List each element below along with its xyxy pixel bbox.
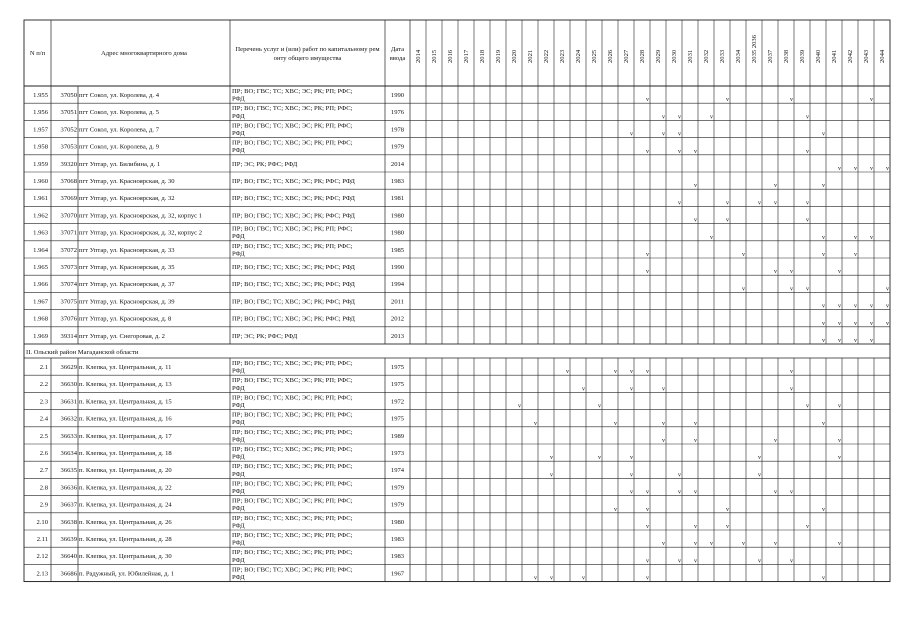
row-number: 2.11 bbox=[36, 536, 48, 543]
house-services: ПР; ВО; ГВС; ТС; ХВС; ЭС; РК; РП; РФС; РФД bbox=[232, 360, 353, 375]
house-services: ПР; ВО; ГВС; ТС; ХВС; ЭС; РК; РП; РФС; РФД bbox=[232, 463, 353, 478]
repair-mark: v bbox=[790, 286, 793, 293]
repair-mark: v bbox=[838, 403, 841, 410]
house-id: 36632 bbox=[60, 415, 77, 423]
header-year-29: 2044 bbox=[879, 49, 886, 63]
row-number: 2.9 bbox=[39, 501, 48, 509]
repair-mark: v bbox=[726, 524, 729, 530]
repair-mark: v bbox=[518, 403, 521, 410]
house-address: пгт Уптар, ул. Красноярская, д. 33 bbox=[79, 246, 175, 254]
repair-mark: v bbox=[822, 131, 825, 138]
year-commissioned: 1975 bbox=[390, 415, 405, 423]
house-services: ПР; ЭС; РК; РФС; РФД bbox=[232, 160, 298, 168]
house-id: 39320 bbox=[60, 160, 77, 168]
repair-mark: v bbox=[790, 97, 793, 104]
repair-mark: v bbox=[550, 455, 553, 462]
repair-mark: v bbox=[726, 217, 729, 224]
house-address: пгт Уптар, ул. Билибина, д. 1 bbox=[79, 160, 161, 168]
header-year-23: 2038 bbox=[783, 49, 790, 63]
house-address: п. Клепка, ул. Центральная, д. 24 bbox=[79, 501, 172, 509]
house-services: ПР; ВО; ГВС; ТС; ХВС; ЭС; РК; РФС; РФД bbox=[232, 298, 355, 306]
house-services: ПР; ВО; ГВС; ТС; ХВС; ЭС; РК; РП; РФС; РФД bbox=[232, 566, 353, 581]
repair-mark: v bbox=[806, 200, 809, 207]
header-year-9: 2023 bbox=[559, 49, 566, 63]
repair-mark: v bbox=[758, 472, 761, 479]
repair-mark: v bbox=[662, 114, 665, 121]
year-commissioned: 1973 bbox=[390, 450, 405, 457]
repair-mark: v bbox=[822, 506, 825, 513]
header-year-13: 2027 bbox=[623, 49, 630, 63]
year-commissioned: 1994 bbox=[390, 281, 405, 289]
repair-mark: v bbox=[774, 541, 777, 548]
repair-mark: v bbox=[646, 575, 649, 582]
repair-mark: v bbox=[694, 217, 697, 224]
header-year-1: 2015 bbox=[431, 49, 438, 63]
row-number: 1.966 bbox=[33, 281, 48, 289]
row-number: 1.967 bbox=[33, 298, 48, 306]
house-address: п. Клепка, ул. Центральная, д. 28 bbox=[79, 536, 172, 543]
repair-mark: v bbox=[726, 200, 729, 207]
header-year-17: 2031 bbox=[687, 49, 694, 63]
repair-mark: v bbox=[758, 455, 761, 462]
header-year-10: 2024 bbox=[575, 49, 582, 63]
row-number: 2.1 bbox=[39, 364, 48, 371]
house-address: п. Клепка, ул. Центральная, д. 26 bbox=[79, 518, 172, 526]
house-services: ПР; ВО; ГВС; ТС; ХВС; ЭС; РК; РП; РФС; РФД bbox=[232, 446, 353, 461]
year-commissioned: 1979 bbox=[390, 501, 405, 509]
house-address: п. Клепка, ул. Центральная, д. 13 bbox=[79, 381, 172, 389]
house-id: 36630 bbox=[60, 381, 77, 389]
row-number: 1.959 bbox=[33, 160, 48, 168]
repair-mark: v bbox=[630, 472, 633, 479]
repair-mark: v bbox=[838, 269, 841, 276]
repair-mark: v bbox=[742, 541, 745, 548]
house-services: ПР; ВО; ГВС; ТС; ХВС; ЭС; РК; РФС; РФД bbox=[232, 212, 355, 220]
repair-mark: v bbox=[822, 303, 825, 310]
repair-mark: v bbox=[870, 338, 873, 344]
repair-mark: v bbox=[534, 420, 537, 427]
section-title: II. Ольский район Магаданской области bbox=[26, 349, 139, 356]
row-number: 2.12 bbox=[36, 553, 48, 561]
year-commissioned: 1979 bbox=[390, 484, 405, 492]
header-year-25: 2040 bbox=[815, 49, 822, 63]
repair-mark: v bbox=[582, 386, 585, 393]
repair-mark: v bbox=[806, 148, 809, 155]
header-year-16: 2030 bbox=[671, 49, 678, 63]
house-services: ПР; ВО; ГВС; ТС; ХВС; ЭС; РК; РП; РФС; РФД bbox=[232, 377, 353, 392]
repair-mark: v bbox=[838, 166, 841, 172]
house-services: ПР; ВО; ГВС; ТС; ХВС; ЭС; РК; РП; РФС; РФД bbox=[232, 497, 353, 513]
repair-mark: v bbox=[742, 252, 745, 258]
header-year-22: 2037 bbox=[767, 49, 774, 63]
house-id: 37073 bbox=[60, 264, 77, 271]
repair-mark: v bbox=[870, 234, 873, 241]
repair-mark: v bbox=[694, 148, 697, 155]
repair-mark: v bbox=[630, 131, 633, 138]
house-id: 36635 bbox=[60, 467, 77, 475]
house-address: пгт Уптар, ул. Красноярская, д. 30 bbox=[79, 178, 175, 185]
header-year-14: 2028 bbox=[639, 49, 646, 63]
header-year-4: 2018 bbox=[479, 49, 486, 63]
repair-mark: v bbox=[838, 320, 841, 327]
row-number: 1.958 bbox=[33, 143, 48, 151]
year-commissioned: 2012 bbox=[390, 315, 405, 323]
repair-mark: v bbox=[854, 252, 857, 258]
year-commissioned: 1983 bbox=[390, 553, 405, 561]
header-year-18: 2032 bbox=[703, 49, 710, 63]
house-address: пгт Уптар, ул. Красноярская, д. 32 bbox=[79, 195, 175, 203]
house-id: 37074 bbox=[60, 281, 77, 289]
repair-mark: v bbox=[630, 386, 633, 393]
header-year-19: 2033 bbox=[719, 49, 726, 63]
year-commissioned: 1979 bbox=[390, 143, 405, 151]
year-commissioned: 1975 bbox=[390, 364, 405, 371]
header-year-intro: Дата ввода bbox=[389, 46, 406, 62]
repair-mark: v bbox=[550, 575, 553, 582]
repair-mark: v bbox=[614, 369, 617, 376]
header-year-2: 2016 bbox=[447, 49, 454, 63]
house-services: ПР; ЭС; РК; РФС; РФД bbox=[232, 332, 298, 340]
header-year-20: 2034 bbox=[735, 49, 742, 63]
header-year-28: 2043 bbox=[863, 49, 870, 63]
repair-mark: v bbox=[870, 320, 873, 327]
repair-mark: v bbox=[614, 506, 617, 513]
repair-mark: v bbox=[806, 403, 809, 410]
house-address: пгт Уптар, ул. Красноярская, д. 39 bbox=[79, 298, 175, 306]
repair-mark: v bbox=[630, 455, 633, 462]
repair-mark: v bbox=[854, 303, 857, 310]
header-num: N п/п bbox=[29, 50, 46, 57]
repair-mark: v bbox=[646, 97, 649, 104]
repair-mark: v bbox=[710, 234, 713, 241]
header-services: Перечень услуг и (или) работ по капитальному рем онту общего имущества bbox=[235, 46, 380, 62]
repair-mark: v bbox=[726, 506, 729, 513]
year-commissioned: 1980 bbox=[390, 518, 405, 526]
year-commissioned: 1974 bbox=[390, 467, 405, 475]
row-number: 1.957 bbox=[33, 126, 48, 134]
year-commissioned: 1990 bbox=[390, 92, 405, 99]
repair-mark: v bbox=[774, 269, 777, 276]
year-commissioned: 2011 bbox=[391, 298, 404, 306]
repair-mark: v bbox=[678, 558, 681, 565]
year-commissioned: 1983 bbox=[390, 178, 405, 185]
house-id: 37071 bbox=[60, 229, 77, 237]
repair-mark: v bbox=[790, 386, 793, 393]
repair-mark: v bbox=[838, 541, 841, 548]
house-services: ПР; ВО; ГВС; ТС; ХВС; ЭС; РК; РП; РФС; РФД bbox=[232, 532, 353, 547]
house-services: ПР; ВО; ГВС; ТС; ХВС; ЭС; РК; РФС; РФД bbox=[232, 281, 355, 289]
house-id: 36639 bbox=[60, 536, 77, 543]
repair-mark: v bbox=[646, 252, 649, 258]
house-address: пгт Сокол, ул. Королева, д. 4 bbox=[79, 92, 160, 99]
repair-mark: v bbox=[694, 183, 697, 190]
repair-mark: v bbox=[614, 420, 617, 427]
repair-mark: v bbox=[774, 489, 777, 496]
house-address: пгт Уптар, ул. Красноярская, д. 35 bbox=[79, 264, 175, 271]
repair-mark: v bbox=[710, 541, 713, 548]
repair-mark: v bbox=[630, 369, 633, 376]
repair-mark: v bbox=[694, 420, 697, 427]
row-number: 1.955 bbox=[33, 92, 48, 99]
row-number: 1.969 bbox=[33, 332, 48, 340]
house-services: ПР; ВО; ГВС; ТС; ХВС; ЭС; РК; РП; РФС; РФД bbox=[232, 514, 353, 530]
repair-mark: v bbox=[806, 217, 809, 224]
header-address: Адрес многоквартирного дома bbox=[101, 50, 187, 57]
year-commissioned: 1989 bbox=[390, 432, 405, 440]
row-number: 1.964 bbox=[33, 246, 48, 254]
repair-mark: v bbox=[678, 200, 681, 207]
repair-mark: v bbox=[598, 403, 601, 410]
row-number: 2.2 bbox=[39, 381, 48, 389]
house-services: ПР; ВО; ГВС; ТС; ХВС; ЭС; РК; РП; РФС; РФД bbox=[232, 139, 353, 155]
house-address: пгт Сокол, ул. Королева, д. 7 bbox=[79, 126, 160, 134]
repair-mark: v bbox=[646, 369, 649, 376]
house-services: ПР; ВО; ГВС; ТС; ХВС; ЭС; РК; РП; РФС; РФД bbox=[232, 225, 353, 241]
repair-mark: v bbox=[774, 438, 777, 444]
repair-mark: v bbox=[678, 489, 681, 496]
repair-mark: v bbox=[886, 286, 889, 293]
repair-mark: v bbox=[822, 320, 825, 327]
house-address: п. Клепка, ул. Центральная, д. 30 bbox=[79, 553, 172, 561]
header-year-6: 2020 bbox=[511, 49, 518, 63]
house-id: 37069 bbox=[60, 195, 77, 203]
house-address: п. Клепка, ул. Центральная, д. 17 bbox=[79, 432, 172, 440]
year-commissioned: 1980 bbox=[390, 229, 405, 237]
house-services: ПР; ВО; ГВС; ТС; ХВС; ЭС; РК; РП; РФС; РФД bbox=[232, 88, 353, 103]
row-number: 1.965 bbox=[33, 264, 48, 271]
header-year-5: 2019 bbox=[495, 49, 502, 63]
header-year-12: 2026 bbox=[607, 49, 614, 63]
repair-mark: v bbox=[822, 252, 825, 258]
repair-mark: v bbox=[790, 489, 793, 496]
house-services: ПР; ВО; ГВС; ТС; ХВС; ЭС; РК; РП; РФС; РФД bbox=[232, 242, 353, 258]
year-commissioned: 1972 bbox=[390, 398, 405, 406]
repair-mark: v bbox=[870, 166, 873, 172]
repair-mark: v bbox=[774, 200, 777, 207]
year-commissioned: 1980 bbox=[390, 212, 405, 220]
house-services: ПР; ВО; ГВС; ТС; ХВС; ЭС; РК; РП; РФС; РФД bbox=[232, 394, 353, 409]
house-id: 36634 bbox=[60, 450, 77, 457]
house-address: пгт Сокол, ул. Королева, д. 9 bbox=[79, 143, 160, 151]
house-id: 36686 bbox=[60, 570, 77, 578]
house-address: пгт Уптар, ул. Красноярская, д. 8 bbox=[79, 315, 172, 323]
repair-mark: v bbox=[838, 455, 841, 462]
repair-mark: v bbox=[710, 114, 713, 121]
header-year-11: 2025 bbox=[591, 49, 598, 63]
repair-mark: v bbox=[534, 575, 537, 582]
repair-mark: v bbox=[790, 369, 793, 376]
house-id: 36636 bbox=[60, 484, 77, 492]
house-id: 37068 bbox=[60, 178, 77, 185]
repair-mark: v bbox=[630, 489, 633, 496]
house-id: 39314 bbox=[60, 332, 77, 340]
repair-mark: v bbox=[646, 269, 649, 276]
row-number: 2.8 bbox=[39, 484, 48, 492]
house-address: пгт Сокол, ул. Королева, д. 5 bbox=[79, 109, 160, 117]
house-id: 37070 bbox=[60, 212, 77, 220]
repair-mark: v bbox=[806, 114, 809, 121]
year-commissioned: 1978 bbox=[390, 126, 405, 134]
year-commissioned: 2013 bbox=[390, 332, 405, 340]
house-services: ПР; ВО; ГВС; ТС; ХВС; ЭС; РК; РФС; РФД bbox=[232, 195, 355, 203]
year-commissioned: 1981 bbox=[390, 195, 405, 203]
repair-mark: v bbox=[758, 558, 761, 565]
house-services: ПР; ВО; ГВС; ТС; ХВС; ЭС; РК; РП; РФС; РФД bbox=[232, 105, 353, 120]
house-services: ПР; ВО; ГВС; ТС; ХВС; ЭС; РК; РФС; РФД bbox=[232, 264, 355, 271]
house-address: п. Клепка, ул. Центральная, д. 20 bbox=[79, 467, 172, 475]
house-address: п. Клепка, ул. Центральная, д. 15 bbox=[79, 398, 172, 406]
repair-mark: v bbox=[790, 558, 793, 565]
repair-mark: v bbox=[678, 472, 681, 479]
house-id: 37050 bbox=[60, 92, 77, 99]
repair-mark: v bbox=[774, 183, 777, 190]
row-number: 1.956 bbox=[33, 109, 48, 117]
repair-mark: v bbox=[870, 303, 873, 310]
repair-mark: v bbox=[854, 320, 857, 327]
repair-mark: v bbox=[694, 524, 697, 530]
year-commissioned: 1975 bbox=[390, 381, 405, 389]
year-commissioned: 1983 bbox=[390, 536, 405, 543]
repair-mark: v bbox=[678, 114, 681, 121]
repair-mark: v bbox=[726, 97, 729, 104]
repair-mark: v bbox=[646, 524, 649, 530]
house-id: 37075 bbox=[60, 298, 77, 306]
repair-mark: v bbox=[582, 575, 585, 582]
year-commissioned: 1990 bbox=[390, 264, 405, 271]
house-id: 36633 bbox=[60, 432, 77, 440]
repair-mark: v bbox=[886, 320, 889, 327]
house-address: п. Радужный, ул. Юбилейная, д. 1 bbox=[79, 570, 175, 578]
repair-mark: v bbox=[822, 338, 825, 344]
house-id: 36640 bbox=[60, 553, 77, 561]
row-number: 2.13 bbox=[36, 570, 48, 578]
header-year-26: 2041 bbox=[831, 49, 838, 63]
header-year-21: 2035 2036 bbox=[751, 34, 758, 63]
repair-mark: v bbox=[838, 303, 841, 310]
repair-mark: v bbox=[662, 438, 665, 444]
house-services: ПР; ВО; ГВС; ТС; ХВС; ЭС; РК; РП; РФС; РФД bbox=[232, 480, 353, 495]
row-number: 2.5 bbox=[39, 432, 48, 440]
header-year-8: 2022 bbox=[543, 49, 550, 63]
row-number: 2.7 bbox=[39, 467, 48, 475]
house-services: ПР; ВО; ГВС; ТС; ХВС; ЭС; РК; РП; РФС; РФД bbox=[232, 122, 353, 137]
year-commissioned: 1985 bbox=[390, 246, 405, 254]
house-address: п. Клепка, ул. Центральная, д. 18 bbox=[79, 450, 172, 457]
row-number: 1.968 bbox=[33, 315, 48, 323]
repair-mark: v bbox=[646, 148, 649, 155]
house-address: пгт Уптар, ул. Красноярская, д. 37 bbox=[79, 281, 175, 289]
repair-mark: v bbox=[806, 286, 809, 293]
repair-mark: v bbox=[838, 338, 841, 344]
repair-mark: v bbox=[662, 541, 665, 548]
row-number: 1.962 bbox=[33, 212, 48, 220]
house-id: 37053 bbox=[60, 143, 77, 151]
house-id: 37076 bbox=[60, 315, 77, 323]
row-number: 1.960 bbox=[33, 178, 48, 185]
repair-mark: v bbox=[838, 438, 841, 444]
repair-mark: v bbox=[758, 200, 761, 207]
house-address: пгт Уптар, ул. Красноярская, д. 32, корпус 2 bbox=[79, 229, 203, 237]
house-services: ПР; ВО; ГВС; ТС; ХВС; ЭС; РК; РП; РФС; РФД bbox=[232, 411, 353, 427]
repair-mark: v bbox=[822, 575, 825, 582]
repair-mark: v bbox=[694, 541, 697, 548]
repair-mark: v bbox=[694, 489, 697, 496]
repair-mark: v bbox=[646, 489, 649, 496]
house-address: п. Клепка, ул. Центральная, д. 16 bbox=[79, 415, 172, 423]
house-services: ПР; ВО; ГВС; ТС; ХВС; ЭС; РК; РП; РФС; РФД bbox=[232, 428, 353, 444]
header-year-3: 2017 bbox=[463, 49, 470, 63]
header-year-0: 2014 bbox=[415, 49, 422, 63]
house-address: п. Клепка, ул. Центральная, д. 11 bbox=[79, 364, 172, 371]
repair-mark: v bbox=[678, 148, 681, 155]
repair-mark: v bbox=[870, 97, 873, 104]
repair-mark: v bbox=[790, 269, 793, 276]
repair-mark: v bbox=[662, 420, 665, 427]
repair-mark: v bbox=[886, 166, 889, 172]
header-year-27: 2042 bbox=[847, 49, 854, 63]
repair-mark: v bbox=[742, 286, 745, 293]
year-commissioned: 2014 bbox=[390, 160, 405, 168]
year-commissioned: 1976 bbox=[390, 109, 405, 117]
house-id: 36637 bbox=[60, 501, 77, 509]
house-services: ПР; ВО; ГВС; ТС; ХВС; ЭС; РК; РФС; РФД bbox=[232, 315, 355, 323]
year-commissioned: 1967 bbox=[390, 570, 405, 578]
house-address: п. Клепка, ул. Центральная, д. 22 bbox=[79, 484, 172, 492]
repair-mark: v bbox=[646, 558, 649, 565]
row-number: 1.963 bbox=[33, 229, 48, 237]
row-number: 2.4 bbox=[39, 415, 48, 423]
repair-mark: v bbox=[662, 131, 665, 138]
repair-mark: v bbox=[694, 438, 697, 444]
repair-mark: v bbox=[646, 506, 649, 513]
house-services: ПР; ВО; ГВС; ТС; ХВС; ЭС; РК; РФС; РФД bbox=[232, 178, 355, 185]
repair-mark: v bbox=[822, 183, 825, 190]
repair-mark: v bbox=[806, 524, 809, 530]
repair-mark: v bbox=[886, 303, 889, 310]
row-number: 2.10 bbox=[36, 518, 48, 526]
house-id: 37072 bbox=[60, 246, 77, 254]
row-number: 1.961 bbox=[33, 195, 48, 203]
house-id: 37052 bbox=[60, 126, 77, 134]
repair-mark: v bbox=[550, 472, 553, 479]
repair-mark: v bbox=[598, 455, 601, 462]
repair-mark: v bbox=[822, 420, 825, 427]
header-year-24: 2039 bbox=[799, 49, 806, 63]
house-address: пгт Уптар, ул. Снегоровая, д. 2 bbox=[79, 332, 165, 340]
row-number: 2.6 bbox=[39, 450, 48, 457]
row-number: 2.3 bbox=[39, 398, 48, 406]
repair-mark: v bbox=[822, 234, 825, 241]
house-services: ПР; ВО; ГВС; ТС; ХВС; ЭС; РК; РП; РФС; РФД bbox=[232, 549, 353, 564]
header-year-7: 2021 bbox=[527, 49, 534, 63]
repair-mark: v bbox=[662, 386, 665, 393]
repair-mark: v bbox=[694, 558, 697, 565]
header-year-15: 2029 bbox=[655, 49, 662, 63]
house-id: 36638 bbox=[60, 518, 77, 526]
repair-mark: v bbox=[566, 369, 569, 376]
house-id: 37051 bbox=[60, 109, 77, 117]
house-id: 36631 bbox=[60, 398, 77, 406]
repair-mark: v bbox=[854, 166, 857, 172]
repair-mark: v bbox=[854, 338, 857, 344]
repair-mark: v bbox=[678, 131, 681, 138]
house-id: 36629 bbox=[60, 364, 77, 371]
house-address: пгт Уптар, ул. Красноярская, д. 32, корпус 1 bbox=[79, 212, 203, 220]
repair-mark: v bbox=[854, 234, 857, 241]
